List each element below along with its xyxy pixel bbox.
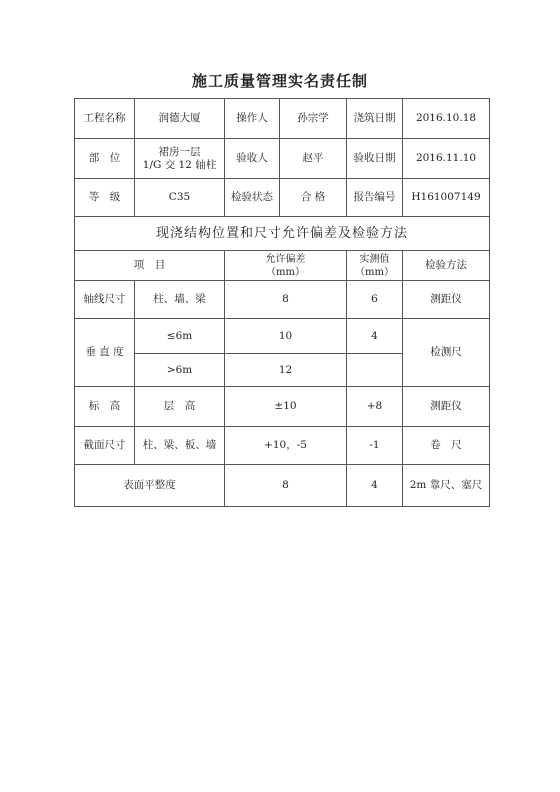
col-header-method: 检验方法 — [403, 251, 490, 281]
row-elevation-name: 标 高 — [75, 387, 135, 427]
acceptor-value: 赵平 — [280, 139, 347, 179]
row-axis-name: 轴线尺寸 — [75, 281, 135, 319]
row-axis-tolerance: 8 — [225, 281, 347, 319]
project-name-value: 润德大厦 — [135, 99, 225, 139]
row-vertical-measured2 — [347, 354, 403, 387]
table-row-elevation — [75, 387, 490, 427]
section-title-row — [75, 217, 490, 251]
row-section-tolerance: +10，-5 — [225, 427, 347, 465]
status-label: 检验状态 — [225, 179, 280, 217]
accept-date-value: 2016.11.10 — [403, 139, 490, 179]
quality-responsibility-table — [74, 98, 490, 507]
table-row-axis — [75, 281, 490, 319]
row-axis-method: 测距仪 — [403, 281, 490, 319]
row-vertical-name: 垂 直 度 — [75, 319, 135, 387]
row-axis-sub: 柱、墙、梁 — [135, 281, 225, 319]
status-value: 合 格 — [280, 179, 347, 217]
col-header-item: 项 目 — [75, 251, 225, 281]
row-elevation-sub: 层 高 — [135, 387, 225, 427]
row-vertical-measured1: 4 — [347, 319, 403, 354]
row-vertical-sub1: ≤6m — [135, 319, 225, 354]
row-flatness-name: 表面平整度 — [75, 465, 225, 507]
row-section-sub: 柱、梁、板、墙 — [135, 427, 225, 465]
row-section-measured: -1 — [347, 427, 403, 465]
info-row-2 — [75, 139, 490, 179]
row-vertical-sub2: >6m — [135, 354, 225, 387]
grade-label: 等 级 — [75, 179, 135, 217]
table-row-section — [75, 427, 490, 465]
col-header-tolerance — [225, 251, 347, 281]
col-header-tolerance-line1: 允许偏差 — [265, 253, 306, 265]
row-axis-measured: 6 — [347, 281, 403, 319]
report-number-value: H161007149 — [403, 179, 490, 217]
row-vertical-tolerance2: 12 — [225, 354, 347, 387]
part-value-line2: 1/G 交 12 轴柱 — [142, 158, 217, 171]
operator-label: 操作人 — [225, 99, 280, 139]
acceptor-label: 验收人 — [225, 139, 280, 179]
column-header-row — [75, 251, 490, 281]
row-vertical-tolerance1: 10 — [225, 319, 347, 354]
row-vertical-method: 检测尺 — [403, 319, 490, 387]
project-name-label: 工程名称 — [75, 99, 135, 139]
operator-value: 孙宗学 — [280, 99, 347, 139]
part-label: 部 位 — [75, 139, 135, 179]
col-header-measured — [347, 251, 403, 281]
part-value-line1: 裙房一层 — [158, 145, 201, 158]
section-title: 现浇结构位置和尺寸允许偏差及检验方法 — [75, 217, 490, 251]
row-elevation-tolerance: ±10 — [225, 387, 347, 427]
table-row-vertical-1 — [75, 319, 490, 354]
col-header-measured-line2: （mm） — [355, 266, 394, 278]
report-number-label: 报告编号 — [347, 179, 403, 217]
part-value — [135, 139, 225, 179]
row-section-method: 卷 尺 — [403, 427, 490, 465]
row-section-name: 截面尺寸 — [75, 427, 135, 465]
col-header-tolerance-line2: （mm） — [266, 266, 305, 278]
pour-date-label: 浇筑日期 — [347, 99, 403, 139]
row-elevation-measured: +8 — [347, 387, 403, 427]
info-row-3 — [75, 179, 490, 217]
row-flatness-method: 2m 靠尺、塞尺 — [403, 465, 490, 507]
row-flatness-tolerance: 8 — [225, 465, 347, 507]
document-title: 施工质量管理实名责任制 — [191, 72, 368, 90]
info-row-1 — [75, 99, 490, 139]
row-elevation-method: 测距仪 — [403, 387, 490, 427]
pour-date-value: 2016.10.18 — [403, 99, 490, 139]
grade-value: C35 — [135, 179, 225, 217]
row-flatness-measured: 4 — [347, 465, 403, 507]
accept-date-label: 验收日期 — [347, 139, 403, 179]
col-header-measured-line1: 实测值 — [359, 253, 390, 265]
table-row-flatness — [75, 465, 490, 507]
